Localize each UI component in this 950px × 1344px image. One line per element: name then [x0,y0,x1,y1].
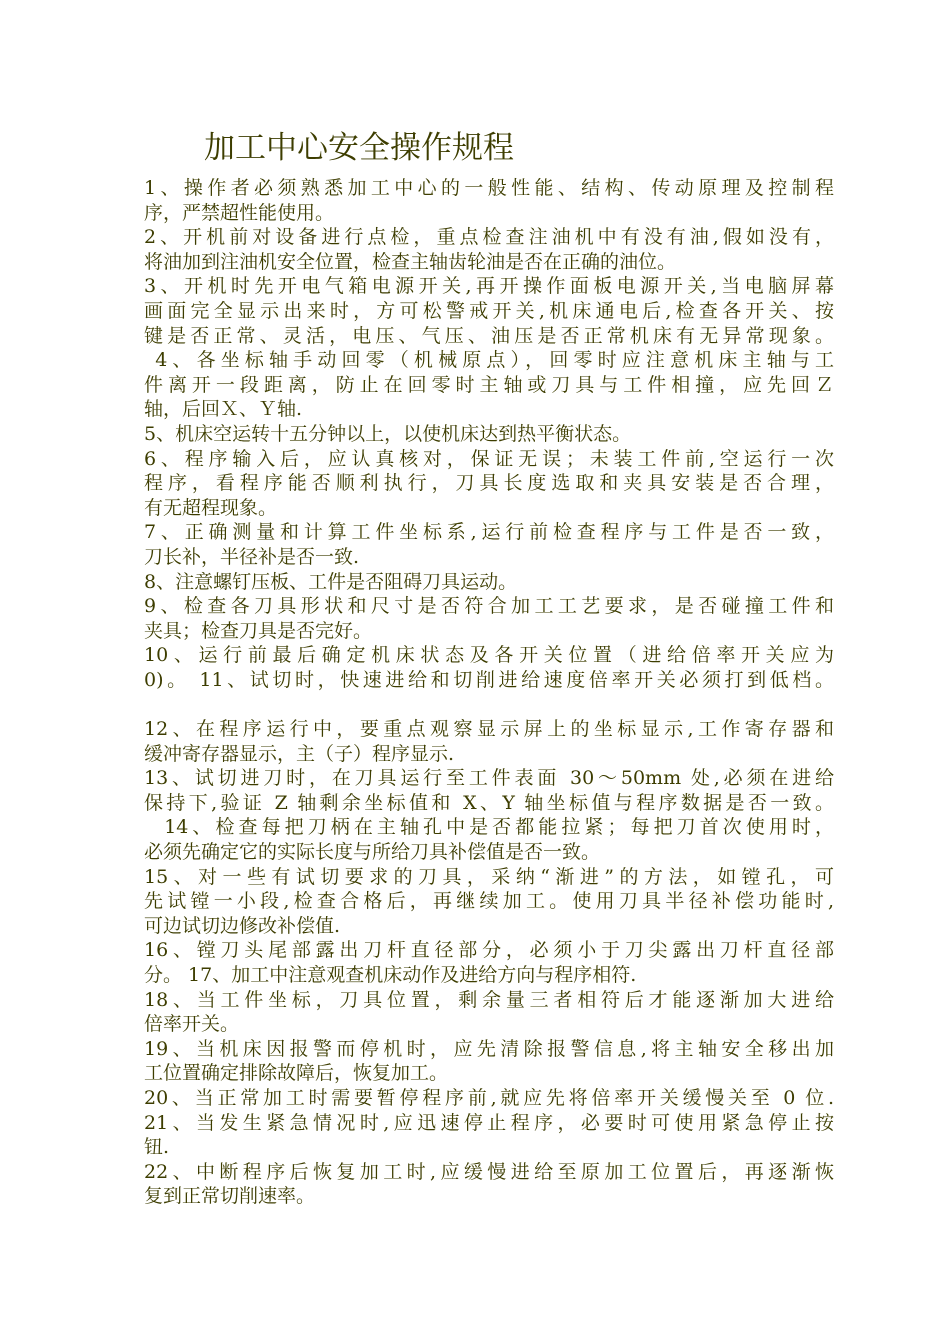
text-line: 22、中断程序后恢复加工时,应缓慢进给至原加工位置后，再逐渐恢 [144,1160,834,1183]
text-line: 21、当发生紧急情况时,应迅速停止程序，必要时可使用紧急停止按 [144,1111,834,1134]
text-line: 19、当机床因报警而停机时，应先清除报警信息,将主轴安全移出加 [144,1037,834,1060]
document-title: 加工中心安全操作规程 [204,130,514,166]
text-line: 有无超程现象。 [144,496,278,519]
text-line: 将油加到注油机安全位置，检查主轴齿轮油是否在正确的油位。 [144,250,677,273]
text-line: 先试镗一小段,检查合格后，再继续加工。使用刀具半径补偿功能时, [144,890,834,913]
text-line: 14、检查每把刀柄在主轴孔中是否都能拉紧；每把刀首次使用时， [144,816,834,839]
text-line: 6、程序输入后，应认真核对，保证无误；未装工件前,空运行一次 [144,447,834,470]
text-line: 工位置确定排除故障后，恢复加工。 [144,1062,449,1085]
text-line: 键是否正常、灵活，电压、气压、油压是否正常机床有无异常现象。 [144,324,834,347]
text-line: 可边试切边修改补偿值. [144,914,341,937]
text-line: 轴，后回Ｘ、Ｙ轴. [144,398,303,421]
text-line: 钮. [144,1136,170,1159]
text-line: 序，严禁超性能使用。 [144,201,335,224]
text-line: 13、试切进刀时，在刀具运行至工件表面 30～50mm 处,必须在进给 [144,767,834,790]
text-line: 复到正常切削速率。 [144,1185,316,1208]
text-line: 分。 17、加工中注意观查机床动作及进给方向与程序相符. [144,964,637,986]
text-line: 0)。 11、试切时，快速进给和切削进给速度倍率开关必须打到低档。 [144,668,834,691]
text-line: 7、正确测量和计算工件坐标系,运行前检查程序与工件是否一致， [144,521,834,544]
text-line: 4、各坐标轴手动回零（机械原点），回零时应注意机床主轴与工 [144,349,834,372]
text-line: 2、开机前对设备进行点检，重点检查注油机中有没有油,假如没有， [144,226,834,249]
document-body [144,176,834,1209]
text-line: 12、在程序运行中，要重点观察显示屏上的坐标显示,工作寄存器和 [144,718,834,741]
text-line: 8、注意螺钉压板、工件是否阻碍刀具运动。 [144,570,518,593]
text-line: 件离开一段距离，防止在回零时主轴或刀具与工件相撞，应先回Ｚ [144,373,834,396]
text-line: 程序，看程序能否顺利执行，刀具长度选取和夹具安装是否合理， [144,472,834,495]
text-line: 20、当正常加工时需要暂停程序前,就应先将倍率开关缓慢关至 0 位. [144,1086,834,1109]
text-line: 15、对一些有试切要求的刀具，采纳“渐进”的方法，如镗孔，可 [144,865,834,888]
text-line: 18、当工件坐标，刀具位置，剩余量三者相符后才能逐渐加大进给 [144,988,834,1011]
text-line: 9、检查各刀具形状和尺寸是否符合加工工艺要求，是否碰撞工件和 [144,595,834,618]
text-line: 倍率开关。 [144,1013,240,1036]
text-line: 10、运行前最后确定机床状态及各开关位置（进给倍率开关应为 [144,644,834,667]
text-line [144,692,834,717]
text-line: 16、镗刀头尾部露出刀杆直径部分，必须小于刀尖露出刀杆直径部 [144,939,834,962]
text-line: 缓冲寄存器显示，主（子）程序显示. [144,742,455,765]
text-line: 夹具；检查刀具是否完好。 [144,619,373,642]
text-line: 必须先确定它的实际长度与所给刀具补偿值是否一致。 [144,841,601,864]
text-line: 5、机床空运转十五分钟以上，以使机床达到热平衡状态。 [144,422,632,445]
text-line: 画面完全显示出来时，方可松警戒开关,机床通电后,检查各开关、按 [144,299,834,322]
text-line: 保持下,验证 Z 轴剩余坐标值和 X、Y 轴坐标值与程序数据是否一致。 [144,791,834,814]
text-line: 3、开机时先开电气箱电源开关,再开操作面板电源开关,当电脑屏幕 [144,275,834,298]
text-line: 刀长补，半径补是否一致. [144,545,360,568]
text-line: 1、操作者必须熟悉加工中心的一般性能、结构、传动原理及控制程 [144,177,834,199]
